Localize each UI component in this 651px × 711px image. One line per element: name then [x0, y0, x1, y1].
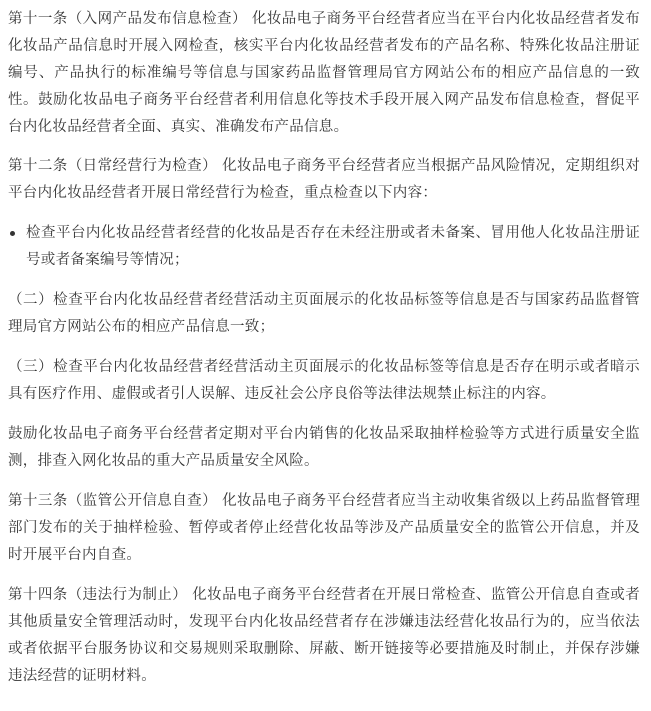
document-body [8, 6, 640, 690]
article-14-paragraph: 第十四条（违法行为制止） 化妆品电子商务平台经营者在开展日常检查、监管公开信息自查或者其他质量安全管理活动时，发现平台内化妆品经营者存在涉嫌违法经营化妆品行为的，应当依法或者依据平台服务协议和交易规则采取删除、屏蔽、断开链接等必要措施及时制止，并保存涉嫌违法经营的证明材料。 [8, 587, 640, 684]
article-13-paragraph: 第十三条（监管公开信息自查） 化妆品电子商务平台经营者应当主动收集省级以上药品监督管理部门发布的关于抽样检验、暂停或者停止经营化妆品等涉及产品质量安全的监管公开信息，并及时开展平台内自查。 [8, 493, 640, 563]
list-item-2-paragraph: （二）检查平台内化妆品经营者经营活动主页面展示的化妆品标签等信息是否与国家药品监督管理局官方网站公布的相应产品信息一致； [8, 292, 640, 335]
encourage-paragraph: 鼓励化妆品电子商务平台经营者定期对平台内销售的化妆品采取抽样检验等方式进行质量安全监测，排查入网化妆品的重大产品质量安全风险。 [8, 426, 640, 469]
article-12-paragraph: 第十二条（日常经营行为检查） 化妆品电子商务平台经营者应当根据产品风险情况，定期组织对平台内化妆品经营者开展日常经营行为检查，重点检查以下内容： [8, 158, 640, 201]
article-11-paragraph: 第十一条（入网产品发布信息检查） 化妆品电子商务平台经营者应当在平台内化妆品经营者发布化妆品产品信息时开展入网检查，核实平台内化妆品经营者发布的产品名称、特殊化妆品注册证编号、产品执行的标准编号等信息与国家药品监督管理局官方网站公布的相应产品信息的一致性。鼓励化妆品电子商务平台经营者利用信息化等技术手段开展入网产品发布信息检查，督促平台内化妆品经营者全面、真实、准确发布产品信息。 [8, 11, 640, 135]
list-item-text: 检查平台内化妆品经营者经营的化妆品是否存在未经注册或者未备案、冒用他人化妆品注册证号或者备案编号等情况； [26, 225, 640, 268]
bullet-icon [10, 231, 15, 236]
list-item [8, 220, 640, 274]
list-item-3-paragraph: （三）检查平台内化妆品经营者经营活动主页面展示的化妆品标签等信息是否存在明示或者暗示具有医疗作用、虚假或者引人误解、违反社会公序良俗等法律法规禁止标注的内容。 [8, 359, 640, 402]
